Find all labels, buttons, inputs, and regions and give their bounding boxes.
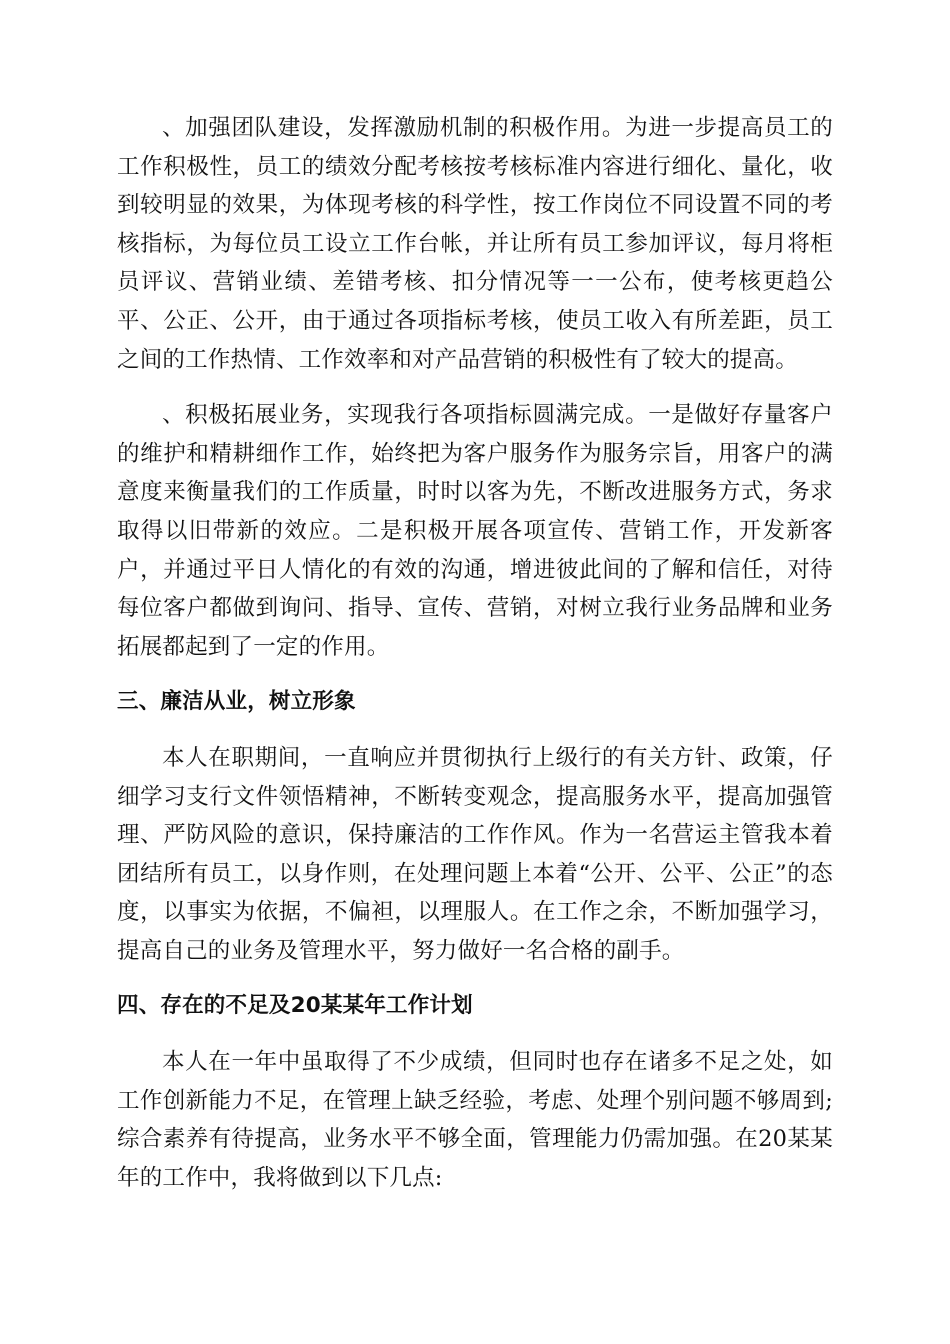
- paragraph-business-expansion: 、积极拓展业务，实现我行各项指标圆满完成。一是做好存量客户的维护和精耕细作工作，始终把为客户服务作为服务宗旨，用客户的满意度来衡量我们的工作质量，时时以客为先，不断改进服务方式，务求取得以旧带新的效应。二是积极开展各项宣传、营销工作，开发新客户，并通过平日人情化的有效的沟通，增进彼此间的了解和信任，对待每位客户都做到询问、指导、宣传、营销，对树立我行业务品牌和业务拓展都起到了一定的作用。: [117, 402, 833, 660]
- section-heading-integrity: 三、廉洁从业，树立形象: [117, 689, 356, 715]
- section-heading-shortcomings-plan: 四、存在的不足及20某某年工作计划: [117, 993, 473, 1019]
- paragraph-integrity: 本人在职期间，一直响应并贯彻执行上级行的有关方针、政策，仔细学习支行文件领悟精神，不断转变观念，提高服务水平，提高加强管理、严防风险的意识，保持廉洁的工作作风。作为一名营运主管我本着团结所有员工，以身作则，在处理问题上本着“公开、公平、公正”的态度，以事实为依据，不偏袒，以理服人。在工作之余，不断加强学习，提高自己的业务及管理水平，努力做好一名合格的副手。: [117, 744, 833, 964]
- paragraph-shortcomings: 本人在一年中虽取得了不少成绩，但同时也存在诸多不足之处，如工作创新能力不足，在管理上缺乏经验，考虑、处理个别问题不够周到;综合素养有待提高，业务水平不够全面，管理能力仍需加强。在20某某年的工作中，我将做到以下几点:: [117, 1049, 833, 1191]
- document-page: [117, 109, 833, 1214]
- paragraph-team-building: 、加强团队建设，发挥激励机制的积极作用。为进一步提高员工的工作积极性，员工的绩效分配考核按考核标准内容进行细化、量化，收到较明显的效果，为体现考核的科学性，按工作岗位不同设置不同的考核指标，为每位员工设立工作台帐，并让所有员工参加评议，每月将柜员评议、营销业绩、差错考核、扣分情况等一一公布，使考核更趋公平、公正、公开，由于通过各项指标考核，使员工收入有所差距，员工之间的工作热情、工作效率和对产品营销的积极性有了较大的提高。: [117, 115, 833, 373]
